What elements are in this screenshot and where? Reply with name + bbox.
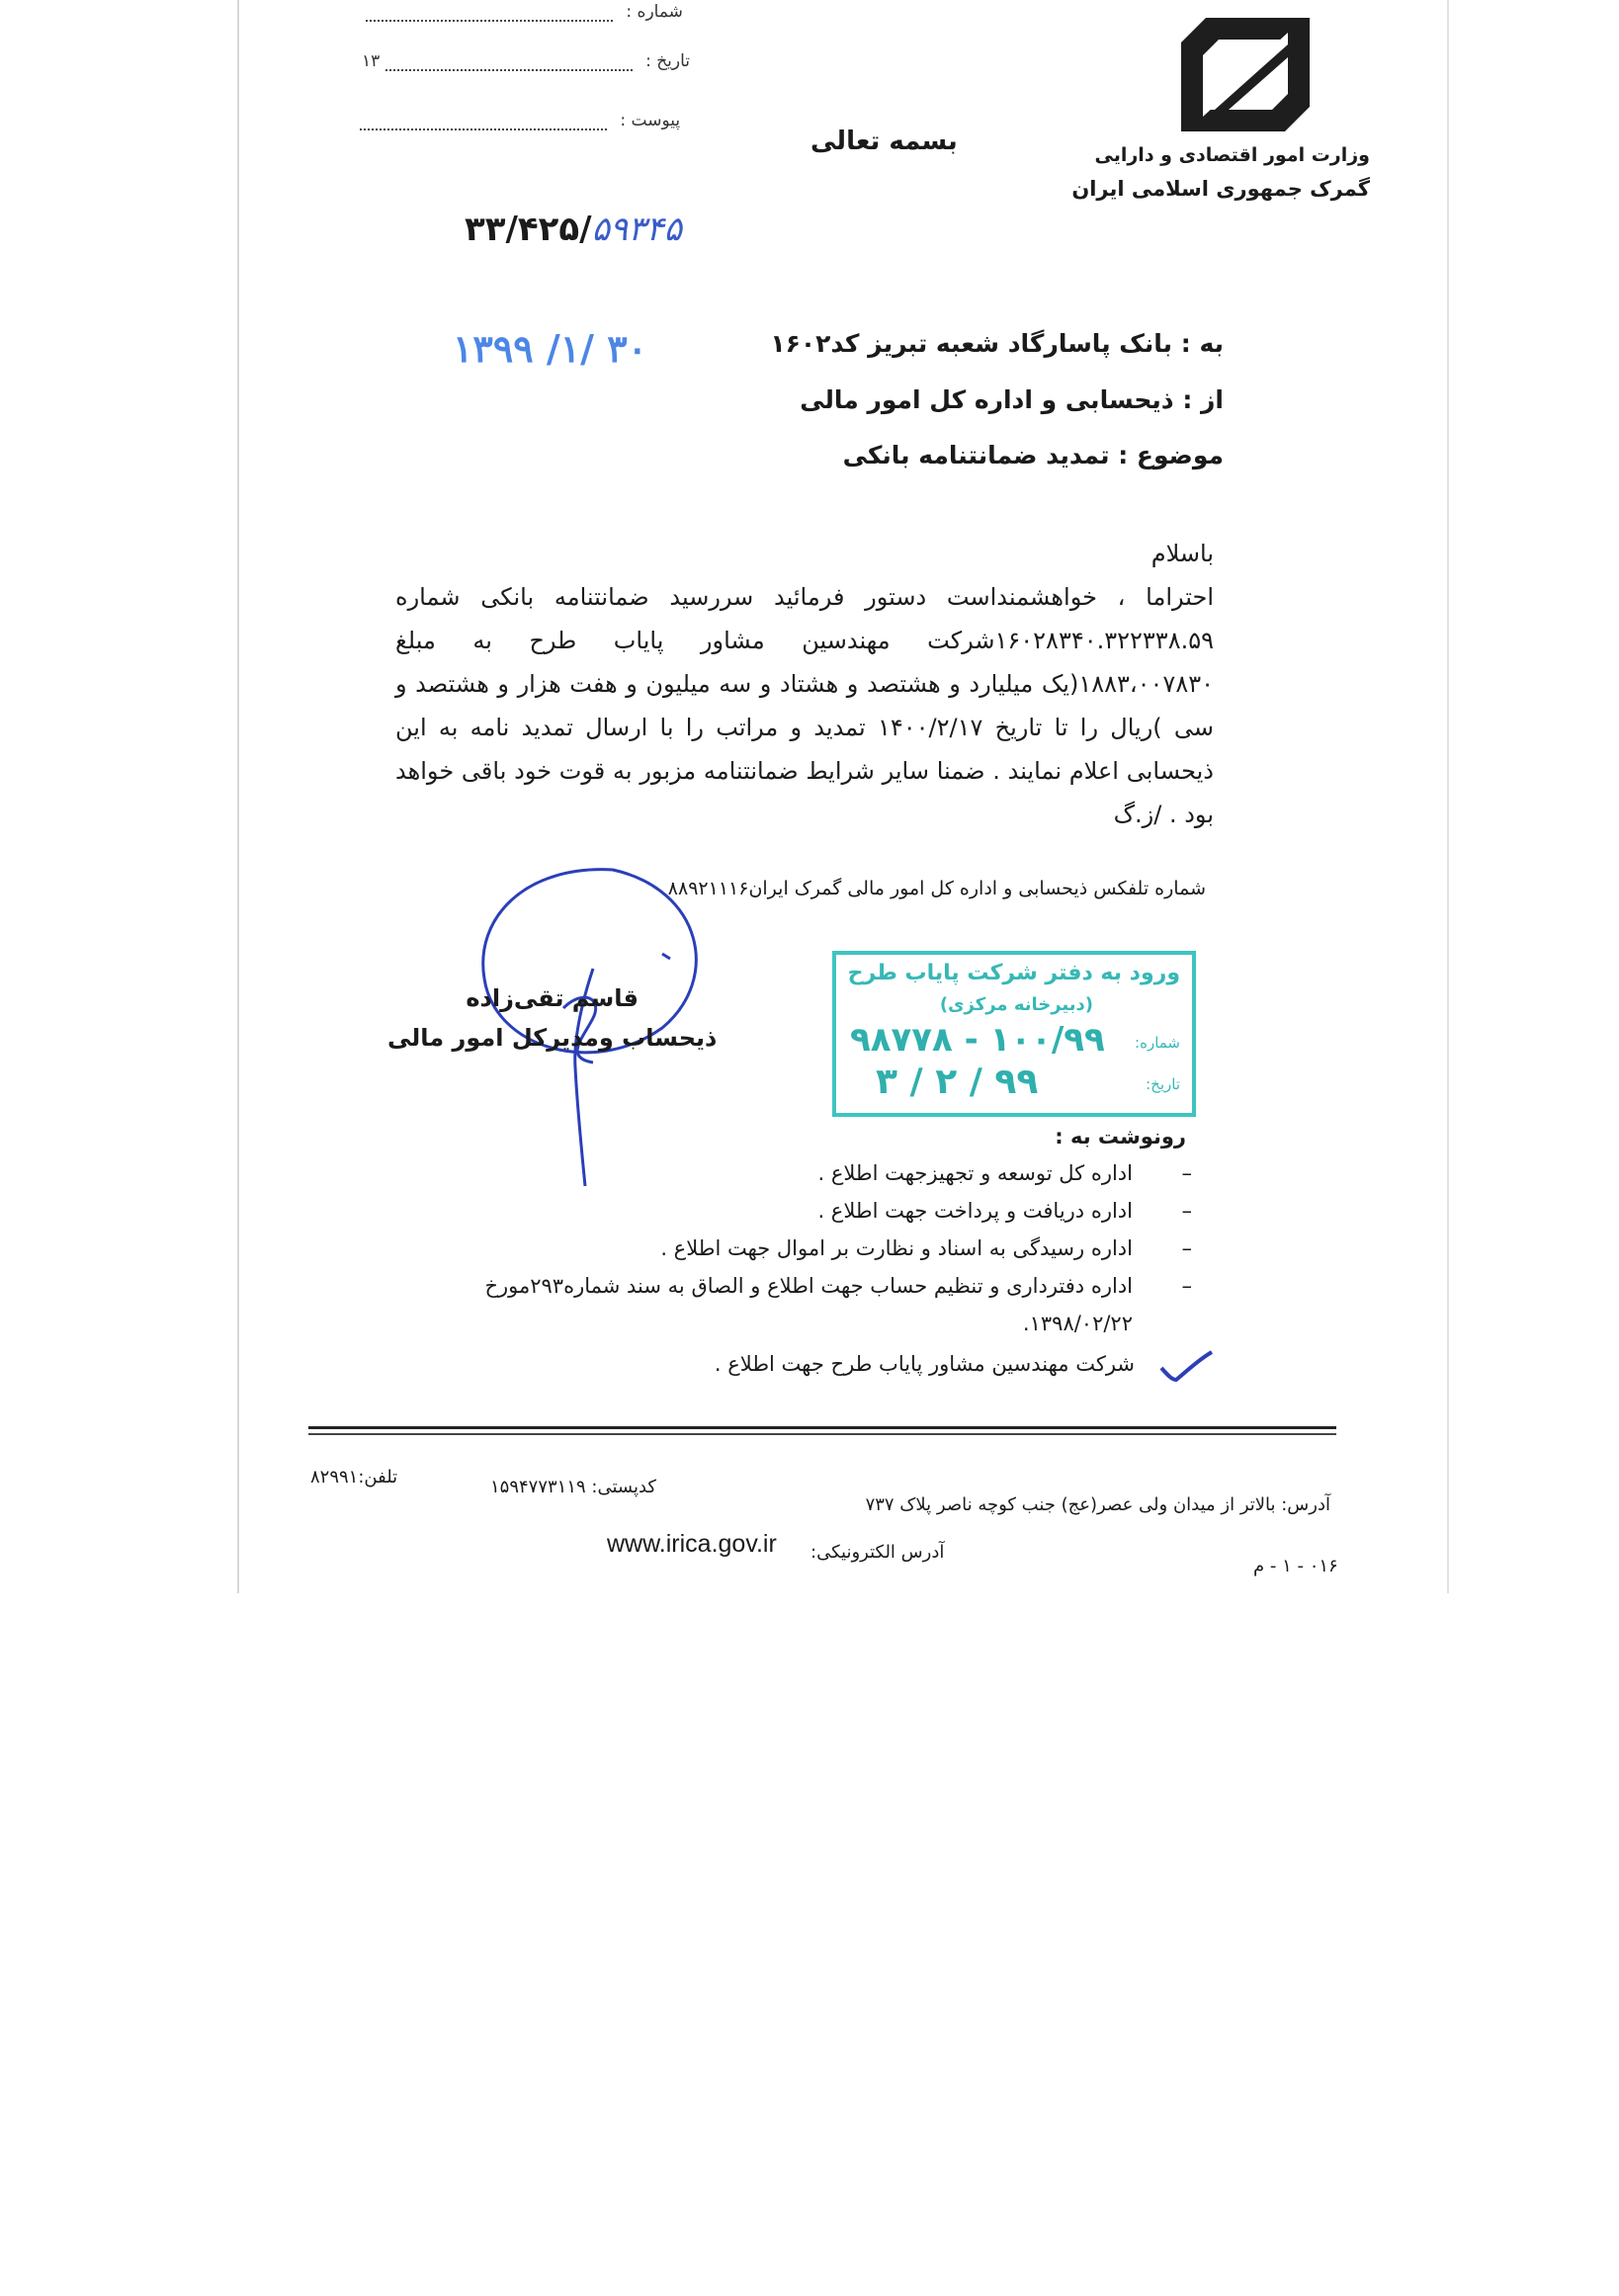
stamp-number-label: شماره: <box>1135 1034 1180 1052</box>
cc-item-text: اداره دریافت و پرداخت جهت اطلاع . <box>817 1199 1133 1223</box>
cc-item-text: اداره دفترداری و تنظیم حساب جهت اطلاع و الصاق به سند شماره۲۹۳مورخ ۱۳۹۸/۰۲/۲۲. <box>484 1274 1133 1335</box>
cc-item: – اداره دفترداری و تنظیم حساب جهت اطلاع و الصاق به سند شماره۲۹۳مورخ ۱۳۹۸/۰۲/۲۲. <box>484 1274 1192 1335</box>
cc-item-text: اداره کل توسعه و تجهیزجهت اطلاع . <box>817 1161 1133 1185</box>
footer-rule <box>308 1426 1336 1429</box>
attachment-field <box>360 111 680 130</box>
from-line: از : ذیحسابی و اداره کل امور مالی <box>800 385 1224 414</box>
letter-body <box>395 532 1214 836</box>
date-prefix: ۱۳ <box>362 51 381 71</box>
receipt-stamp <box>832 951 1196 1117</box>
date-dots <box>385 69 633 71</box>
footer-form-code: ۰۱۶ - ۱ - م <box>1253 1556 1338 1576</box>
stamp-date-label: تاریخ: <box>1146 1075 1180 1093</box>
footer-website-label: آدرس الکترونیکی: <box>810 1542 945 1563</box>
number-label: شماره : <box>626 2 683 22</box>
cc-title: رونوشت به : <box>1055 1125 1186 1148</box>
stamp-subtitle: (دبیرخانه مرکزی) <box>939 994 1093 1015</box>
stamp-number-value: ۱۰۰/۹۹ - ۹۸۷۷۸ <box>850 1020 1105 1060</box>
attachment-label: پیوست : <box>620 111 681 130</box>
footer-phone <box>310 1467 397 1488</box>
cc-item: – اداره کل توسعه و تجهیزجهت اطلاع . <box>817 1161 1192 1185</box>
footer-phone-label: تلفن: <box>358 1467 398 1488</box>
cc-item: – اداره رسیدگی به اسناد و نظارت بر اموال جهت اطلاع . <box>660 1236 1192 1260</box>
footer-postal-code: ۱۵۹۴۷۷۳۱۱۹ <box>490 1477 586 1497</box>
footer-address: آدرس: بالاتر از میدان ولی عصر(عج) جنب کوچه ناصر پلاک ۷۳۷ <box>865 1494 1330 1515</box>
footer-phone-number: ۸۲۹۹۱ <box>310 1467 359 1488</box>
cc-item: – اداره دریافت و پرداخت جهت اطلاع . <box>817 1199 1192 1223</box>
fax-line: شماره تلفکس ذیحسابی و اداره کل امور مالی گمرک ایران۸۸۹۲۱۱۱۶ <box>667 878 1206 899</box>
body-paragraph: احتراما ، خواهشمنداست دستور فرمائید سررسید ضمانتنامه بانکی شماره ۱۶۰۲۸۳۴۰.۳۲۲۳۳۸.۵۹شرکت مهندسین مشاور پایاب طرح به مبلغ ۱۸۸۳،۰۰۷۸۳۰(یک میلیارد و هشتصد و هشتاد و سه میلیون و هفت هزار و هشتصد و سی )ریال را تا تاریخ ۱۴۰۰/۲/۱۷ تمدید و مراتب را با ارسال تمدید نامه به این ذیحسابی اعلام نمایند . ضمنا سایر شرایط ضمانتنامه مزبور به قوت خود باقی خواهد بود . /ز.گ <box>395 583 1214 828</box>
number-field <box>366 2 683 22</box>
footer-website[interactable]: www.irica.gov.ir <box>607 1530 777 1558</box>
stamp-date-value: ۹۹ / ۲ / ۳ <box>876 1062 1039 1102</box>
cc-list <box>431 1154 1192 1342</box>
signatory-title: ذیحساب ومدیرکل امور مالی <box>387 1024 718 1052</box>
number-dots <box>366 20 613 22</box>
reference-number <box>465 210 682 249</box>
subject-line: موضوع : تمدید ضمانتنامه بانکی <box>842 441 1224 469</box>
signatory-name: قاسم تقی‌زاده <box>466 984 639 1012</box>
ministry-line2: گمرک جمهوری اسلامی ایران <box>1071 177 1370 201</box>
greeting: باسلام <box>1150 540 1214 567</box>
ministry-block <box>1071 138 1370 206</box>
ministry-line1: وزارت امور اقتصادی و دارایی <box>1094 144 1370 166</box>
signatory <box>387 978 717 1058</box>
date-label: تاریخ : <box>645 51 691 71</box>
bismillah: بسمه تعالی <box>810 127 958 156</box>
footer-postal <box>490 1477 656 1497</box>
date-field <box>362 51 690 71</box>
handwritten-date: ۱۳۹۹ /۱/ ۳۰ <box>453 326 648 371</box>
reference-printed: ۳۳/۴۲۵/ <box>465 210 592 249</box>
cc-last-item: شرکت مهندسین مشاور پایاب طرح جهت اطلاع . <box>714 1352 1135 1376</box>
cc-item-text: اداره رسیدگی به اسناد و نظارت بر اموال جهت اطلاع . <box>660 1236 1133 1260</box>
reference-handwritten: ۵۹۳۴۵ <box>591 210 682 249</box>
attachment-dots <box>360 128 607 130</box>
to-line: به : بانک پاسارگاد شعبه تبریز کد۱۶۰۲ <box>770 329 1224 358</box>
stamp-title: ورود به دفتر شرکت پایاب طرح <box>847 961 1180 985</box>
footer-rule-thin <box>308 1433 1336 1435</box>
footer-postal-label: کدپستی: <box>591 1477 657 1497</box>
checkmark-icon <box>1156 1346 1216 1386</box>
customs-logo-icon <box>1181 18 1310 131</box>
